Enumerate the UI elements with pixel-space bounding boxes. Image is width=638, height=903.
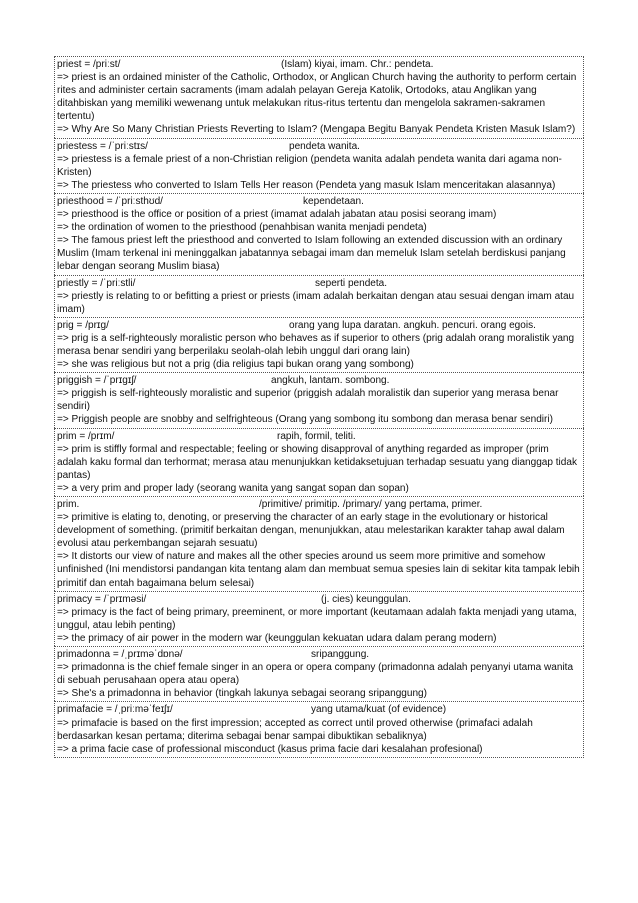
entry-line: => Priggish people are snobby and selfrighteous (Orang yang sombong itu sombong dan merasa benar sendiri) [57,414,553,426]
dictionary-entry [54,591,584,646]
entry-term: priggish = /ˈprɪɡɪʃ/ [57,375,137,387]
entry-translation: angkuh, lantam. sombong. [271,375,390,387]
entry-term: prig = /prɪɡ/ [57,319,109,331]
dictionary-entry [54,701,584,757]
entry-line: => The priestess who converted to Islam Tells Her reason (Pendeta yang masuk Islam menceritakan alasannya) [57,179,556,191]
dictionary-entry [54,193,584,275]
entry-head [57,498,581,511]
entry-line: => Why Are So Many Christian Priests Reverting to Islam? (Mengapa Begitu Banyak Pendeta Kristen Masuk Islam?) [57,124,576,136]
entry-line: => primitive is elating to, denoting, or preserving the character of an early stage in the evolutionary or historical development of something. (primitif berkaitan dengan, menunjukkan, atau melestarikan karakter tahap awal dalam evolusi atau perkembangan sejarah sesuatu) [57,512,565,550]
entry-term: primafacie = /ˌpriːməˈfeɪʃɪ/ [57,704,173,716]
dictionary-entry [54,496,584,591]
entry-translation: kependetaan. [303,195,364,207]
entry-term: priesthood = /ˈpriːsthʊd/ [57,195,163,207]
entry-translation: sripanggung. [311,649,370,661]
entry-head [57,195,581,208]
entry-line: => she was religious but not a prig (dia religius tapi bukan orang yang sombong) [57,359,414,371]
entry-line: => priesthood is the office or position of a priest (imamat adalah jabatan atau posisi seorang imam) [57,209,497,221]
dictionary-entry [54,646,584,701]
dictionary-entry [54,428,584,496]
entry-translation: orang yang lupa daratan. angkuh. pencuri. orang egois. [289,319,536,331]
entry-head [57,58,581,71]
entry-translation: rapih, formil, teliti. [277,430,356,442]
entry-line: => She's a primadonna in behavior (tingkah lakunya sebagai seorang sripanggung) [57,688,427,700]
entry-line: => priest is an ordained minister of the Catholic, Orthodox, or Anglican Church having the authority to perform certain rites and administer certain sacraments (imam adalah pelayan Gereja Katolik, Ortodoks, atau Anglikan yang ditahbiskan yang memiliki wewenang untuk melakukan ritus-ritus tertentu dan mengelola sakramen-sakramen tertentu) [57,72,577,123]
entry-head [57,140,581,153]
entry-translation: (Islam) kiyai, imam. Chr.: pendeta. [281,59,434,70]
entry-term: primacy = /ˈprɪməsi/ [57,593,147,605]
entry-translation: yang utama/kuat (of evidence) [311,704,447,716]
entry-term: prim = /prɪm/ [57,430,115,442]
entry-translation: seperti pendeta. [315,277,388,289]
entry-head [57,374,581,387]
entry-line: => priestly is relating to or befitting a priest or priests (imam adalah berkaitan dengan atau sesuai dengan imam atau imam) [57,290,575,315]
entry-line: => prig is a self-righteously moralistic person who behaves as if superior to others (prig adalah orang moralistik yang merasa benar sendiri yang berperilaku seolah-olah lebih unggul dari orang lain) [57,332,575,357]
dictionary-entry [54,317,584,372]
entry-line: => primafacie is based on the first impression; accepted as correct until proved otherwise (primafaci adalah berdasarkan kesan pertama; diterima sebagai benar sampai dibuktikan sebaliknya) [57,717,533,742]
dictionary-entry [54,372,584,427]
dictionary-entry [54,275,584,317]
entry-term: primadonna = /ˌprɪməˈdɒnə/ [57,649,183,661]
entry-line: => a prima facie case of professional misconduct (kasus prima facie dari kesalahan profesional) [57,743,483,755]
entry-line: => It distorts our view of nature and makes all the other species around us seem more primitive and somehow unfinished (Ini mendistorsi pandangan kita tentang alam dan membuat semua spesies lain di sekitar kita tampak lebih primitif dan entah bagaimana belum selesai) [57,551,580,589]
entry-term: priestly = /ˈpriːstli/ [57,277,136,289]
entry-head [57,277,581,290]
entry-term: priest = /priːst/ [57,59,121,70]
entry-term: prim. [57,499,80,510]
entry-line: => the primacy of air power in the modern war (keunggulan kekuatan udara dalam perang modern) [57,632,497,644]
entry-translation: (j. cies) keunggulan. [321,593,411,605]
entry-translation: /primitive/ primitip. /primary/ yang pertama, primer. [259,499,483,510]
entry-head [57,319,581,332]
entry-term: priestess = /ˈpriːstɪs/ [57,140,148,152]
entry-line: => a very prim and proper lady (seorang wanita yang sangat sopan dan sopan) [57,482,409,494]
entry-line: => primacy is the fact of being primary, preeminent, or more important (keutamaan adalah fakta menjadi yang utama, unggul, atau lebih penting) [57,606,577,631]
entry-head [57,593,581,606]
entry-line: => priestess is a female priest of a non-Christian religion (pendeta wanita adalah pendeta wanita dari agama non-Kristen) [57,153,562,178]
entry-line: => the ordination of women to the priesthood (penahbisan wanita menjadi pendeta) [57,222,427,234]
entry-translation: pendeta wanita. [289,140,360,152]
entry-line: => prim is stiffly formal and respectable; feeling or showing disapproval of anything regarded as improper (prim adalah kaku formal dan terhormat; merasa atau menunjukkan ketidaksetujuan terhadap sesuatu yang dianggap tidak pantas) [57,443,577,481]
entry-line: => priggish is self-righteously moralistic and superior (priggish adalah moralistik dan superior yang merasa benar sendiri) [57,388,559,413]
entry-line: => The famous priest left the priesthood and converted to Islam following an extended discussion with an ordinary Muslim (Imam terkenal ini meninggalkan jabatannya sebagai imam dan memeluk Islam setelah berdiskusi panjang lebar dengan seorang Muslim biasa) [57,235,566,273]
entry-head [57,648,581,661]
entry-head [57,430,581,443]
dictionary-entry [54,138,584,193]
dictionary-entry [54,56,584,138]
entry-head [57,703,581,716]
dictionary-page [54,56,584,758]
entry-line: => primadonna is the chief female singer in an opera or opera company (primadonna adalah penyanyi utama wanita di sebuah perusahaan opera atau opera) [57,662,574,687]
